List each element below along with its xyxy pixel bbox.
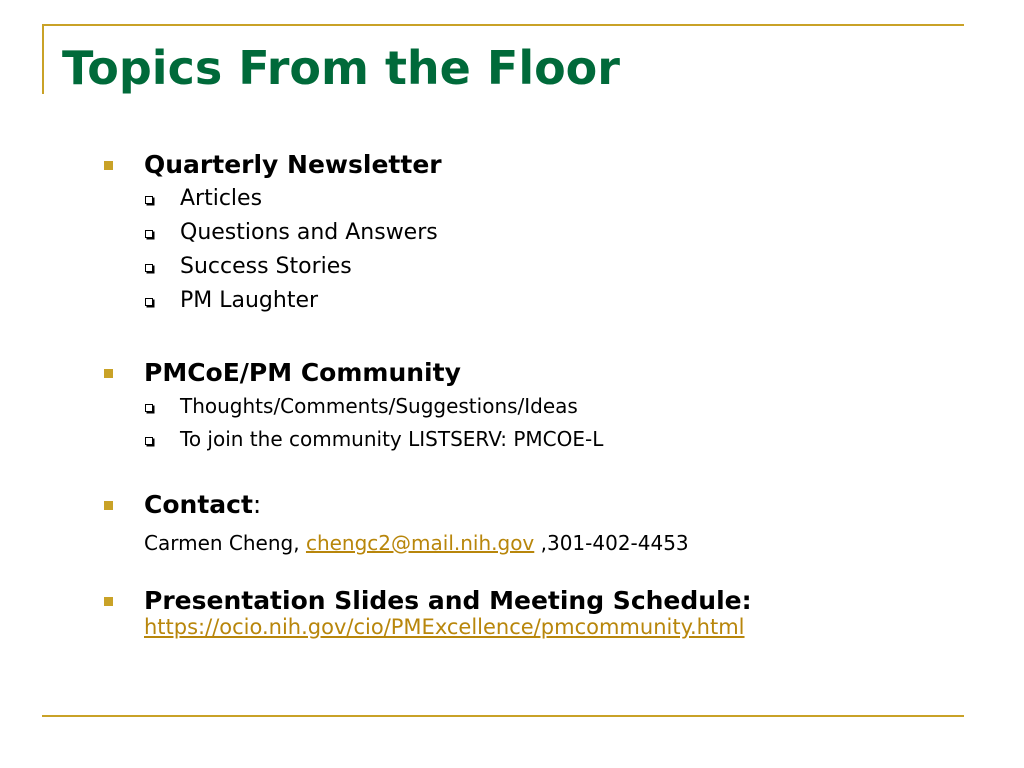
contact-email-link[interactable]: chengc2@mail.nih.gov <box>305 531 535 555</box>
hollow-square-bullet-icon <box>145 437 153 445</box>
sub-bullet-item <box>104 423 984 456</box>
sub-bullet-text: To join the community LISTSERV: PMCOE-L <box>180 427 604 451</box>
square-bullet-icon <box>104 161 113 170</box>
bullet-item <box>104 148 984 182</box>
square-bullet-icon <box>104 369 113 378</box>
sub-bullet-item <box>104 284 984 318</box>
contact-section <box>104 488 984 560</box>
frame-top-rule <box>42 24 964 26</box>
bullet-heading: Presentation Slides and Meeting Schedule: <box>144 586 752 615</box>
frame-bottom-rule <box>42 715 964 717</box>
sub-bullet-text: Success Stories <box>180 254 352 279</box>
sub-bullet-item <box>104 182 984 216</box>
bullet-item <box>104 584 984 618</box>
sub-bullet-text: Questions and Answers <box>180 220 438 245</box>
slide-body <box>104 148 984 640</box>
hollow-square-bullet-icon <box>145 230 153 238</box>
bullet-heading: Contact <box>144 490 253 519</box>
contact-phone: ,301-402-4453 <box>534 531 689 555</box>
sub-bullet-item <box>104 390 984 423</box>
bullet-item <box>104 356 984 390</box>
presentation-url-link[interactable]: https://ocio.nih.gov/cio/PMExcellence/pmcommunity.html <box>144 615 745 639</box>
hollow-square-bullet-icon <box>145 298 153 306</box>
sub-bullet-item <box>104 250 984 284</box>
hollow-square-bullet-icon <box>145 264 153 272</box>
sub-bullet-text: PM Laughter <box>180 288 319 313</box>
bullet-heading: PMCoE/PM Community <box>144 358 461 387</box>
contact-colon: : <box>252 490 262 519</box>
bullet-item <box>104 488 984 522</box>
hollow-square-bullet-icon <box>145 196 153 204</box>
bullet-heading: Quarterly Newsletter <box>144 150 442 179</box>
contact-name: Carmen Cheng, <box>144 531 306 555</box>
sub-bullet-text: Articles <box>180 186 263 211</box>
contact-details <box>104 526 984 560</box>
newsletter-section <box>104 148 984 318</box>
community-section <box>104 356 984 456</box>
hollow-square-bullet-icon <box>145 404 153 412</box>
frame-left-rule <box>42 24 44 94</box>
presentation-section <box>104 584 984 640</box>
square-bullet-icon <box>104 597 113 606</box>
slide-title: Topics From the Floor <box>62 41 620 95</box>
sub-bullet-text: Thoughts/Comments/Suggestions/Ideas <box>180 394 578 418</box>
square-bullet-icon <box>104 501 113 510</box>
sub-bullet-item <box>104 216 984 250</box>
